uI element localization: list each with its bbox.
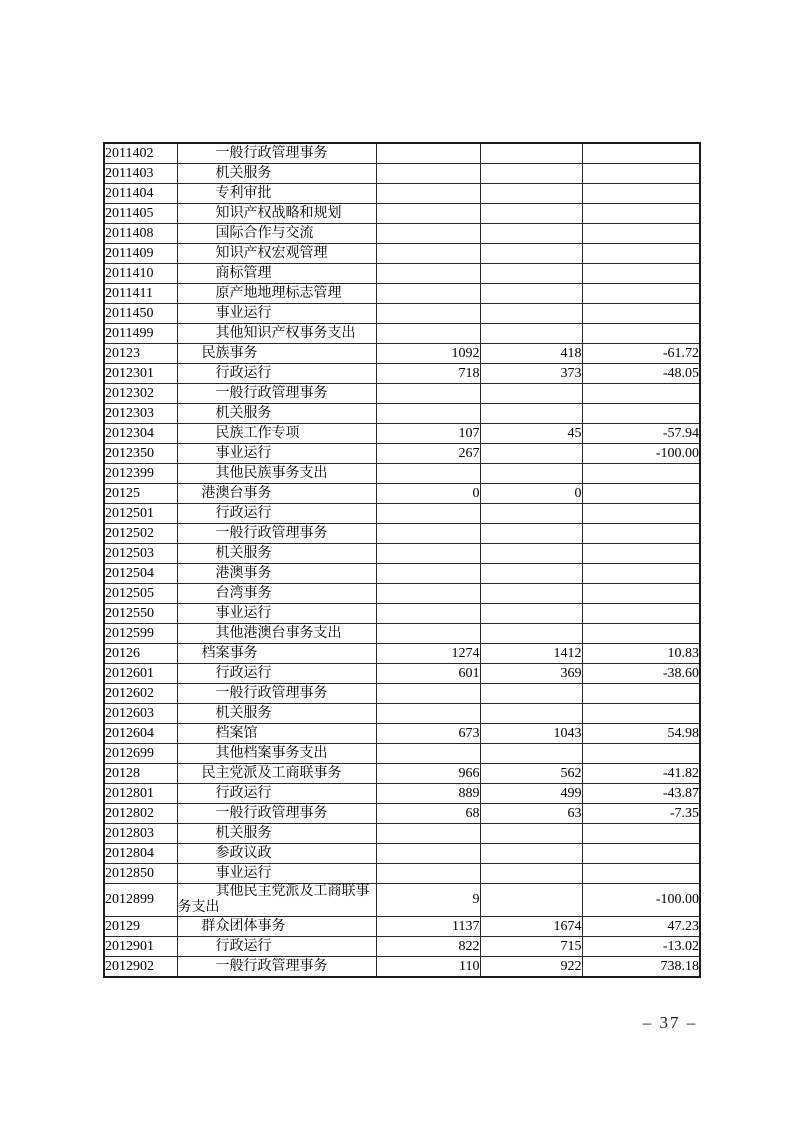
row-value1-cell: 9 (376, 884, 480, 917)
row-value2-cell: 63 (480, 804, 582, 824)
row-value2-cell: 1043 (480, 724, 582, 744)
row-code-cell: 20125 (104, 484, 177, 504)
row-value2-cell (480, 884, 582, 917)
row-value2-cell (480, 404, 582, 424)
table-row (104, 824, 700, 844)
row-value2-cell (480, 464, 582, 484)
row-code-cell: 20128 (104, 764, 177, 784)
table-row (104, 704, 700, 724)
row-name-cell: 参政议政 (177, 844, 376, 864)
row-value2-cell (480, 244, 582, 264)
row-name-cell: 知识产权宏观管理 (177, 244, 376, 264)
table-row (104, 664, 700, 684)
table-row (104, 684, 700, 704)
row-value1-cell (376, 704, 480, 724)
row-value2-cell (480, 284, 582, 304)
table-row (104, 204, 700, 224)
row-name-cell: 其他知识产权事务支出 (177, 324, 376, 344)
row-value1-cell (376, 504, 480, 524)
table-row (104, 344, 700, 364)
row-value2-cell: 1412 (480, 644, 582, 664)
row-value2-cell (480, 564, 582, 584)
row-value1-cell: 966 (376, 764, 480, 784)
row-value2-cell: 0 (480, 484, 582, 504)
row-value3-cell (582, 504, 700, 524)
table-row (104, 884, 700, 917)
row-name-cell: 其他港澳台事务支出 (177, 624, 376, 644)
row-value3-cell: 54.98 (582, 724, 700, 744)
row-value1-cell (376, 184, 480, 204)
row-code-cell: 2012550 (104, 604, 177, 624)
row-value1-cell: 1137 (376, 917, 480, 937)
row-value1-cell: 673 (376, 724, 480, 744)
row-name-cell: 事业运行 (177, 444, 376, 464)
row-code-cell: 2012399 (104, 464, 177, 484)
row-value3-cell (582, 204, 700, 224)
row-name-cell: 一般行政管理事务 (177, 524, 376, 544)
table-row (104, 324, 700, 344)
row-value2-cell (480, 524, 582, 544)
row-name-cell: 档案馆 (177, 724, 376, 744)
row-value2-cell (480, 264, 582, 284)
row-name-cell: 一般行政管理事务 (177, 804, 376, 824)
row-value3-cell (582, 244, 700, 264)
row-value3-cell: -61.72 (582, 344, 700, 364)
row-value2-cell (480, 164, 582, 184)
row-value1-cell (376, 524, 480, 544)
row-value3-cell (582, 564, 700, 584)
row-value3-cell (582, 484, 700, 504)
row-code-cell: 20126 (104, 644, 177, 664)
row-value1-cell (376, 204, 480, 224)
row-value1-cell (376, 324, 480, 344)
table-row (104, 244, 700, 264)
row-value1-cell (376, 844, 480, 864)
row-name-cell: 机关服务 (177, 544, 376, 564)
row-name-cell: 行政运行 (177, 364, 376, 384)
row-value2-cell: 1674 (480, 917, 582, 937)
row-value3-cell (582, 304, 700, 324)
table-row (104, 524, 700, 544)
table-row (104, 404, 700, 424)
row-value3-cell (582, 544, 700, 564)
row-code-cell: 2012902 (104, 957, 177, 978)
row-name-cell: 一般行政管理事务 (177, 143, 376, 164)
row-name-cell: 行政运行 (177, 784, 376, 804)
row-value3-cell: -41.82 (582, 764, 700, 784)
row-value3-cell (582, 384, 700, 404)
row-value2-cell (480, 584, 582, 604)
row-code-cell: 2011411 (104, 284, 177, 304)
table-row (104, 864, 700, 884)
row-value2-cell: 562 (480, 764, 582, 784)
row-value2-cell: 369 (480, 664, 582, 684)
row-value2-cell (480, 864, 582, 884)
row-code-cell: 20123 (104, 344, 177, 364)
row-value3-cell: -38.60 (582, 664, 700, 684)
table-row (104, 364, 700, 384)
row-value3-cell (582, 284, 700, 304)
row-name-cell: 其他档案事务支出 (177, 744, 376, 764)
row-value2-cell (480, 224, 582, 244)
row-name-cell: 档案事务 (177, 644, 376, 664)
row-name-cell: 原产地地理标志管理 (177, 284, 376, 304)
row-name-cell: 事业运行 (177, 304, 376, 324)
row-code-cell: 2011405 (104, 204, 177, 224)
row-value3-cell (582, 143, 700, 164)
row-value1-cell (376, 164, 480, 184)
row-name-cell: 行政运行 (177, 937, 376, 957)
row-name-cell: 其他民主党派及工商联事务支出 (177, 884, 376, 917)
row-value1-cell (376, 384, 480, 404)
row-value3-cell (582, 824, 700, 844)
table-row (104, 444, 700, 464)
row-value2-cell (480, 744, 582, 764)
row-value1-cell (376, 264, 480, 284)
row-name-cell: 专利审批 (177, 184, 376, 204)
row-name-cell: 机关服务 (177, 704, 376, 724)
row-code-cell: 2011408 (104, 224, 177, 244)
row-name-cell: 行政运行 (177, 664, 376, 684)
table-row (104, 784, 700, 804)
table-row (104, 957, 700, 978)
table-row (104, 484, 700, 504)
row-code-cell: 2012801 (104, 784, 177, 804)
budget-table (103, 142, 701, 978)
row-value3-cell (582, 704, 700, 724)
row-value1-cell: 0 (376, 484, 480, 504)
row-value2-cell (480, 143, 582, 164)
row-name-cell: 其他民族事务支出 (177, 464, 376, 484)
row-code-cell: 2012901 (104, 937, 177, 957)
row-value2-cell (480, 324, 582, 344)
row-name-cell: 一般行政管理事务 (177, 684, 376, 704)
row-name-cell: 事业运行 (177, 864, 376, 884)
row-value1-cell (376, 584, 480, 604)
row-name-cell: 台湾事务 (177, 584, 376, 604)
table-row (104, 804, 700, 824)
table-row (104, 384, 700, 404)
row-value2-cell (480, 704, 582, 724)
row-value2-cell (480, 504, 582, 524)
row-value2-cell (480, 204, 582, 224)
row-name-cell: 一般行政管理事务 (177, 384, 376, 404)
row-value1-cell (376, 824, 480, 844)
table-row (104, 584, 700, 604)
row-code-cell: 2011450 (104, 304, 177, 324)
table-row (104, 143, 700, 164)
row-value1-cell (376, 564, 480, 584)
row-value3-cell (582, 164, 700, 184)
row-value2-cell (480, 624, 582, 644)
row-value3-cell: -43.87 (582, 784, 700, 804)
row-name-cell: 事业运行 (177, 604, 376, 624)
row-name-cell: 民族事务 (177, 344, 376, 364)
row-code-cell: 2012501 (104, 504, 177, 524)
row-value1-cell (376, 404, 480, 424)
row-name-cell: 民族工作专项 (177, 424, 376, 444)
row-value3-cell: -7.35 (582, 804, 700, 824)
row-name-cell: 商标管理 (177, 264, 376, 284)
row-code-cell: 2012802 (104, 804, 177, 824)
row-name-cell: 机关服务 (177, 404, 376, 424)
budget-table-body (104, 143, 700, 977)
row-value3-cell: 10.83 (582, 644, 700, 664)
row-code-cell: 2012604 (104, 724, 177, 744)
row-value2-cell: 418 (480, 344, 582, 364)
table-row (104, 644, 700, 664)
table-row (104, 844, 700, 864)
row-value2-cell (480, 604, 582, 624)
table-row (104, 164, 700, 184)
row-code-cell: 2012601 (104, 664, 177, 684)
row-name-cell: 民主党派及工商联事务 (177, 764, 376, 784)
row-value1-cell (376, 604, 480, 624)
table-row (104, 424, 700, 444)
row-value3-cell (582, 864, 700, 884)
row-code-cell: 2012350 (104, 444, 177, 464)
table-row (104, 764, 700, 784)
table-row (104, 224, 700, 244)
row-name-cell: 群众团体事务 (177, 917, 376, 937)
row-value2-cell (480, 444, 582, 464)
row-name-cell: 机关服务 (177, 824, 376, 844)
row-value1-cell (376, 284, 480, 304)
row-code-cell: 2011410 (104, 264, 177, 284)
row-code-cell: 2012599 (104, 624, 177, 644)
row-code-cell: 2012603 (104, 704, 177, 724)
row-value3-cell (582, 584, 700, 604)
row-value1-cell: 68 (376, 804, 480, 824)
row-value1-cell: 110 (376, 957, 480, 978)
row-name-cell: 机关服务 (177, 164, 376, 184)
row-value3-cell: -48.05 (582, 364, 700, 384)
table-row (104, 284, 700, 304)
row-code-cell: 2012302 (104, 384, 177, 404)
row-code-cell: 2012899 (104, 884, 177, 917)
row-code-cell: 20129 (104, 917, 177, 937)
row-code-cell: 2012804 (104, 844, 177, 864)
row-value3-cell (582, 324, 700, 344)
row-value1-cell (376, 544, 480, 564)
row-code-cell: 2012504 (104, 564, 177, 584)
row-value3-cell: -100.00 (582, 444, 700, 464)
row-value1-cell: 267 (376, 444, 480, 464)
row-value2-cell: 373 (480, 364, 582, 384)
row-value3-cell (582, 624, 700, 644)
row-code-cell: 2012803 (104, 824, 177, 844)
row-value2-cell (480, 184, 582, 204)
row-value3-cell (582, 844, 700, 864)
row-code-cell: 2012699 (104, 744, 177, 764)
row-value2-cell: 715 (480, 937, 582, 957)
row-value3-cell (582, 524, 700, 544)
row-value1-cell (376, 464, 480, 484)
row-value3-cell: 47.23 (582, 917, 700, 937)
row-code-cell: 2011403 (104, 164, 177, 184)
table-row (104, 464, 700, 484)
row-value3-cell: -100.00 (582, 884, 700, 917)
row-code-cell: 2012850 (104, 864, 177, 884)
row-value1-cell (376, 684, 480, 704)
row-value3-cell: -13.02 (582, 937, 700, 957)
row-value1-cell: 601 (376, 664, 480, 684)
row-value3-cell (582, 744, 700, 764)
row-code-cell: 2012304 (104, 424, 177, 444)
row-value2-cell: 45 (480, 424, 582, 444)
row-code-cell: 2012505 (104, 584, 177, 604)
row-value2-cell (480, 844, 582, 864)
row-value2-cell (480, 824, 582, 844)
row-value1-cell (376, 624, 480, 644)
row-code-cell: 2011402 (104, 143, 177, 164)
page-number: – 37 – (642, 1013, 698, 1032)
row-value1-cell (376, 224, 480, 244)
table-row (104, 604, 700, 624)
table-row (104, 544, 700, 564)
row-name-cell: 行政运行 (177, 504, 376, 524)
row-code-cell: 2011499 (104, 324, 177, 344)
row-value1-cell: 107 (376, 424, 480, 444)
row-value1-cell (376, 304, 480, 324)
table-row (104, 917, 700, 937)
row-code-cell: 2012602 (104, 684, 177, 704)
row-name-cell: 一般行政管理事务 (177, 957, 376, 978)
table-row (104, 624, 700, 644)
row-value1-cell: 889 (376, 784, 480, 804)
table-row (104, 184, 700, 204)
row-value1-cell: 1092 (376, 344, 480, 364)
row-name-cell: 港澳事务 (177, 564, 376, 584)
budget-table-container (103, 142, 701, 978)
row-code-cell: 2012301 (104, 364, 177, 384)
row-value3-cell (582, 224, 700, 244)
row-value3-cell: 738.18 (582, 957, 700, 978)
row-name-cell: 港澳台事务 (177, 484, 376, 504)
row-code-cell: 2012303 (104, 404, 177, 424)
row-value3-cell (582, 684, 700, 704)
table-row (104, 724, 700, 744)
row-name-cell: 知识产权战略和规划 (177, 204, 376, 224)
table-row (104, 937, 700, 957)
row-code-cell: 2012503 (104, 544, 177, 564)
table-row (104, 304, 700, 324)
row-value1-cell: 822 (376, 937, 480, 957)
row-value3-cell: -57.94 (582, 424, 700, 444)
row-value2-cell (480, 304, 582, 324)
row-value2-cell (480, 684, 582, 704)
row-value2-cell: 499 (480, 784, 582, 804)
row-value2-cell (480, 384, 582, 404)
row-value3-cell (582, 404, 700, 424)
table-row (104, 564, 700, 584)
table-row (104, 744, 700, 764)
row-code-cell: 2011409 (104, 244, 177, 264)
row-value1-cell (376, 244, 480, 264)
row-value2-cell (480, 544, 582, 564)
row-value1-cell (376, 744, 480, 764)
table-row (104, 264, 700, 284)
row-code-cell: 2012502 (104, 524, 177, 544)
row-value2-cell: 922 (480, 957, 582, 978)
row-value3-cell (582, 184, 700, 204)
row-value1-cell: 718 (376, 364, 480, 384)
row-value3-cell (582, 264, 700, 284)
row-value1-cell (376, 864, 480, 884)
row-value1-cell (376, 143, 480, 164)
row-value1-cell: 1274 (376, 644, 480, 664)
row-value3-cell (582, 464, 700, 484)
row-name-cell: 国际合作与交流 (177, 224, 376, 244)
table-row (104, 504, 700, 524)
row-code-cell: 2011404 (104, 184, 177, 204)
row-value3-cell (582, 604, 700, 624)
